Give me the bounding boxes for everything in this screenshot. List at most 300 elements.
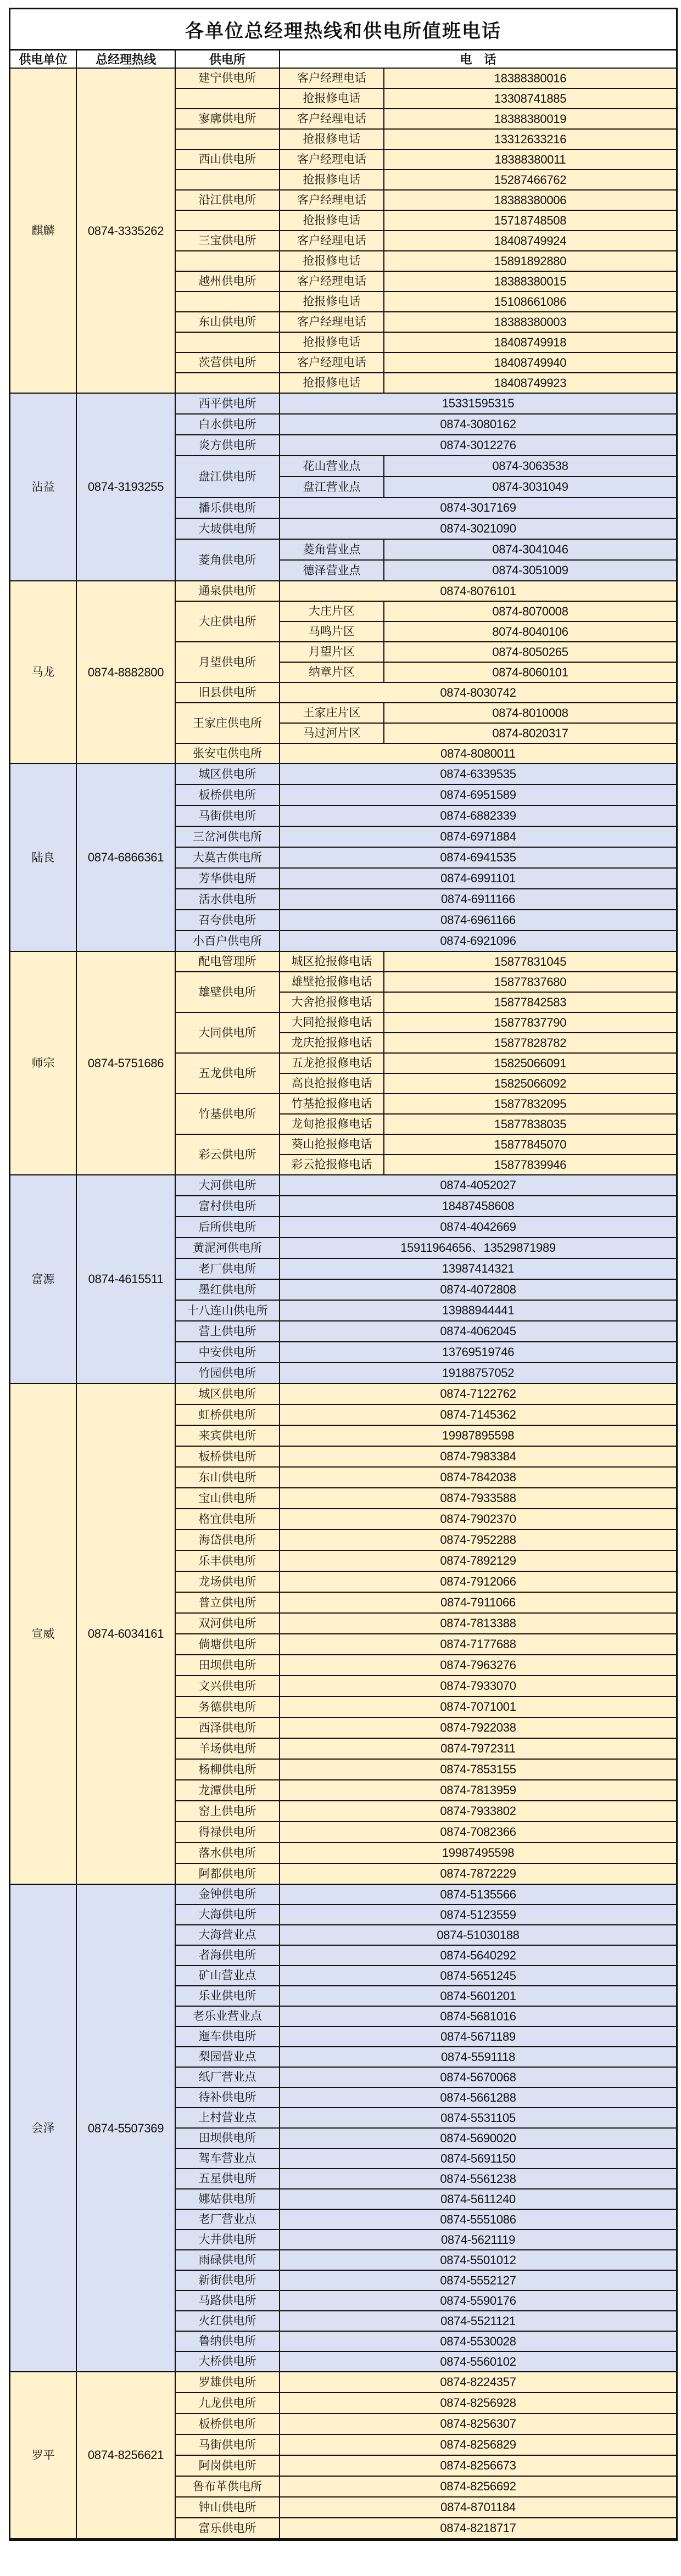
- station-name: 播乐供电所: [175, 497, 280, 518]
- sub-label: 抢报修电话: [280, 88, 384, 109]
- phone-number[interactable]: 0874-8070008: [384, 601, 676, 621]
- station-name: 小百户供电所: [175, 931, 280, 951]
- station-name: 宝山供电所: [175, 1488, 280, 1509]
- phone-number[interactable]: 0874-7813959: [280, 1780, 676, 1801]
- sub-label: 客户经理电话: [280, 109, 384, 129]
- sub-label: 雄壁抢报修电话: [280, 972, 384, 992]
- station-name: 五星供电所: [175, 2169, 280, 2189]
- station-name: 海岱供电所: [175, 1530, 280, 1550]
- phone-number[interactable]: 15825066091: [384, 1053, 676, 1073]
- phone-number[interactable]: 0874-3080162: [280, 414, 676, 435]
- station-name: 东山供电所: [175, 1467, 280, 1488]
- phone-number[interactable]: 15877832095: [384, 1094, 676, 1114]
- phone-number[interactable]: 19987495598: [280, 1843, 676, 1863]
- phone-number[interactable]: 0874-3012276: [280, 435, 676, 456]
- phone-number[interactable]: 0874-6882339: [280, 805, 676, 826]
- sub-label: 菱角营业点: [280, 539, 384, 560]
- phone-number[interactable]: 18408749923: [384, 373, 676, 393]
- sub-label: 客户经理电话: [280, 149, 384, 170]
- phone-number[interactable]: 8074-8040106: [384, 621, 676, 642]
- phone-number[interactable]: 15877845070: [384, 1134, 676, 1155]
- phone-number[interactable]: 0874-7952288: [280, 1530, 676, 1550]
- phone-number[interactable]: 0874-5551086: [280, 2209, 676, 2230]
- station-name: 西平供电所: [175, 393, 280, 414]
- sub-label: 客户经理电话: [280, 190, 384, 210]
- phone-number[interactable]: 0874-5531105: [280, 2108, 676, 2128]
- hotline-number[interactable]: 0874-8256621: [76, 2372, 175, 2539]
- unit-name: 麒麟: [10, 68, 76, 393]
- phone-number[interactable]: 0874-5601201: [280, 1986, 676, 2006]
- phone-number[interactable]: 18408749924: [384, 231, 676, 251]
- phone-number[interactable]: 0874-7872229: [280, 1863, 676, 1884]
- station-name-empty: [175, 170, 280, 190]
- phone-number[interactable]: 0874-6951589: [280, 785, 676, 805]
- phone-number[interactable]: 0874-7972311: [280, 1738, 676, 1759]
- station-name: 马街供电所: [175, 805, 280, 826]
- table-row: [10, 1175, 676, 1196]
- station-name: 阿岗供电所: [175, 2455, 280, 2476]
- station-name: 沿江供电所: [175, 190, 280, 210]
- sub-label: 客户经理电话: [280, 352, 384, 373]
- sub-label: 抢报修电话: [280, 210, 384, 231]
- sub-label: 客户经理电话: [280, 68, 384, 88]
- phone-number[interactable]: 0874-5691150: [280, 2148, 676, 2169]
- phone-number[interactable]: 0874-4062045: [280, 1321, 676, 1342]
- phone-number[interactable]: 0874-8218717: [280, 2518, 676, 2539]
- sub-label: 竹基抢报修电话: [280, 1094, 384, 1114]
- station-name: 炎方供电所: [175, 435, 280, 456]
- station-name: 月望供电所: [175, 642, 280, 682]
- station-name: 大海营业点: [175, 1925, 280, 1945]
- station-name: 富村供电所: [175, 1196, 280, 1217]
- phone-number[interactable]: 0874-8256829: [280, 2434, 676, 2455]
- phone-number[interactable]: 15108661086: [384, 292, 676, 312]
- sub-label: 纳章片区: [280, 662, 384, 682]
- header-unit: 供电单位: [10, 51, 76, 68]
- table-row: [10, 1884, 676, 1905]
- unit-name: 师宗: [10, 951, 76, 1175]
- station-name: 召夸供电所: [175, 910, 280, 931]
- phone-number[interactable]: 0874-8701184: [280, 2497, 676, 2518]
- station-name: 配电管理所: [175, 951, 280, 972]
- sub-label: 葵山抢报修电话: [280, 1134, 384, 1155]
- phone-number[interactable]: 18388380011: [384, 149, 676, 170]
- phone-number[interactable]: 15877831045: [384, 951, 676, 972]
- hotline-number[interactable]: 0874-5751686: [76, 951, 175, 1175]
- sub-label: 城区抢报修电话: [280, 951, 384, 972]
- phone-number[interactable]: 15877828782: [384, 1033, 676, 1053]
- station-name: 雄壁供电所: [175, 972, 280, 1012]
- phone-number[interactable]: 0874-8010008: [384, 703, 676, 723]
- phone-number[interactable]: 0874-3021090: [280, 518, 676, 539]
- station-name: 三岔河供电所: [175, 826, 280, 847]
- phone-number[interactable]: 0874-3051009: [384, 560, 676, 581]
- station-name: 娜姑供电所: [175, 2189, 280, 2209]
- sub-label: 抢报修电话: [280, 373, 384, 393]
- station-name: 竹园供电所: [175, 1363, 280, 1384]
- phone-number[interactable]: 0874-7892129: [280, 1550, 676, 1571]
- station-name: 乐丰供电所: [175, 1550, 280, 1571]
- station-name: 城区供电所: [175, 764, 280, 785]
- station-name-empty: [175, 251, 280, 271]
- phone-number[interactable]: 0874-5590176: [280, 2291, 676, 2311]
- phone-number[interactable]: 0874-6921096: [280, 931, 676, 951]
- phone-number[interactable]: 0874-7933070: [280, 1676, 676, 1696]
- station-name-empty: [175, 129, 280, 149]
- phone-number[interactable]: 0874-5123559: [280, 1905, 676, 1925]
- header-hotline: 总经理热线: [76, 51, 175, 68]
- station-name: 纸厂营业点: [175, 2067, 280, 2087]
- phone-number[interactable]: 13308741885: [384, 88, 676, 109]
- sub-label: 抢报修电话: [280, 129, 384, 149]
- station-name-empty: [175, 292, 280, 312]
- phone-number[interactable]: 0874-5591118: [280, 2047, 676, 2067]
- unit-name: 陆良: [10, 764, 76, 951]
- station-name: 罗雄供电所: [175, 2372, 280, 2393]
- station-name: 营上供电所: [175, 1321, 280, 1342]
- table-row: [10, 581, 676, 601]
- phone-number[interactable]: 15331595315: [280, 393, 676, 414]
- phone-number[interactable]: 0874-4052027: [280, 1175, 676, 1196]
- phone-number[interactable]: 15718748508: [384, 210, 676, 231]
- station-name: 大井供电所: [175, 2230, 280, 2250]
- station-name: 倘塘供电所: [175, 1634, 280, 1655]
- station-name: 十八连山供电所: [175, 1300, 280, 1321]
- station-name: 矿山营业点: [175, 1965, 280, 1986]
- phone-number[interactable]: 0874-5552127: [280, 2270, 676, 2291]
- phone-number[interactable]: 0874-8256307: [280, 2413, 676, 2434]
- sub-label: 客户经理电话: [280, 271, 384, 292]
- station-name: 板桥供电所: [175, 785, 280, 805]
- sub-label: 德泽营业点: [280, 560, 384, 581]
- station-name: 西山供电所: [175, 149, 280, 170]
- header-station: 供电所: [175, 51, 280, 68]
- station-name: 九龙供电所: [175, 2393, 280, 2413]
- station-name: 火红供电所: [175, 2311, 280, 2331]
- sub-label: 大同抢报修电话: [280, 1012, 384, 1033]
- station-name: 大河供电所: [175, 1175, 280, 1196]
- sub-label: 抢报修电话: [280, 170, 384, 190]
- phone-number[interactable]: 0874-8030742: [280, 682, 676, 703]
- station-name: 大同供电所: [175, 1012, 280, 1053]
- station-name: 驾车营业点: [175, 2148, 280, 2169]
- station-name: 钟山供电所: [175, 2497, 280, 2518]
- phone-number[interactable]: 0874-8080011: [280, 743, 676, 764]
- phone-number[interactable]: 15287466762: [384, 170, 676, 190]
- hotline-number[interactable]: 0874-5507369: [76, 1884, 175, 2372]
- station-name: 落水供电所: [175, 1843, 280, 1863]
- station-name: 黄泥河供电所: [175, 1237, 280, 1258]
- header-row: [10, 51, 676, 68]
- station-name: 板桥供电所: [175, 1446, 280, 1467]
- phone-number[interactable]: 19987895598: [280, 1425, 676, 1446]
- table-row: [10, 1384, 676, 1404]
- station-name: 待补供电所: [175, 2087, 280, 2108]
- sub-label: 马鸣片区: [280, 621, 384, 642]
- station-name: 五龙供电所: [175, 1053, 280, 1094]
- phone-number[interactable]: 0874-7813388: [280, 1613, 676, 1634]
- sub-label: 龙庆抢报修电话: [280, 1033, 384, 1053]
- sub-label: 高良抢报修电话: [280, 1073, 384, 1094]
- directory-table: [10, 51, 676, 2539]
- phone-number[interactable]: 0874-5611240: [280, 2189, 676, 2209]
- hotline-number[interactable]: 0874-6034161: [76, 1384, 175, 1884]
- phone-number[interactable]: 18487458608: [280, 1196, 676, 1217]
- hotline-number[interactable]: 0874-6866361: [76, 764, 175, 951]
- phone-number[interactable]: 13988944441: [280, 1300, 676, 1321]
- directory-body: [10, 68, 676, 2539]
- phone-number[interactable]: 15877838035: [384, 1114, 676, 1134]
- station-name: 城区供电所: [175, 1384, 280, 1404]
- station-name: 鲁纳供电所: [175, 2331, 280, 2351]
- station-name: 老厂供电所: [175, 1258, 280, 1279]
- phone-number[interactable]: 0874-51030188: [280, 1925, 676, 1945]
- sub-label: 马过河片区: [280, 723, 384, 743]
- phone-number[interactable]: 18388380006: [384, 190, 676, 210]
- station-name: 茨营供电所: [175, 352, 280, 373]
- unit-name: 富源: [10, 1175, 76, 1384]
- phone-number[interactable]: 15825066092: [384, 1073, 676, 1094]
- phone-number[interactable]: 0874-5681016: [280, 2006, 676, 2026]
- station-name: 老乐业营业点: [175, 2006, 280, 2026]
- unit-name: 会泽: [10, 1884, 76, 2372]
- station-name: 芳华供电所: [175, 868, 280, 889]
- station-name: 雨碌供电所: [175, 2250, 280, 2270]
- phone-number[interactable]: 15877839946: [384, 1155, 676, 1175]
- station-name: 马路供电所: [175, 2291, 280, 2311]
- phone-number[interactable]: 0874-5530028: [280, 2331, 676, 2351]
- station-name: 者海供电所: [175, 1945, 280, 1965]
- station-name: 羊场供电所: [175, 1738, 280, 1759]
- station-name-empty: [175, 210, 280, 231]
- station-name: 大海供电所: [175, 1905, 280, 1925]
- phone-number[interactable]: 0874-7177688: [280, 1634, 676, 1655]
- phone-number[interactable]: 0874-5640292: [280, 1945, 676, 1965]
- phone-number[interactable]: 0874-8256928: [280, 2393, 676, 2413]
- station-name: 寥廓供电所: [175, 109, 280, 129]
- station-name: 新街供电所: [175, 2270, 280, 2291]
- phone-number[interactable]: 0874-5671189: [280, 2026, 676, 2047]
- unit-name: 马龙: [10, 581, 76, 764]
- hotline-number[interactable]: 0874-8882800: [76, 581, 175, 764]
- phone-number[interactable]: 0874-5135566: [280, 1884, 676, 1905]
- station-name-empty: [175, 373, 280, 393]
- sub-label: 客户经理电话: [280, 231, 384, 251]
- phone-number[interactable]: 0874-5501012: [280, 2250, 676, 2270]
- phone-number[interactable]: 13987414321: [280, 1258, 676, 1279]
- phone-number[interactable]: 0874-8060101: [384, 662, 676, 682]
- table-row: [10, 764, 676, 785]
- phone-number[interactable]: 0874-6941535: [280, 847, 676, 868]
- sub-label: 龙甸抢报修电话: [280, 1114, 384, 1134]
- phone-number[interactable]: 0874-5521121: [280, 2311, 676, 2331]
- sub-label: 花山营业点: [280, 456, 384, 477]
- station-name: 中安供电所: [175, 1342, 280, 1363]
- station-name: 大桥供电所: [175, 2351, 280, 2372]
- phone-number[interactable]: 0874-7983384: [280, 1446, 676, 1467]
- phone-number[interactable]: 0874-7071001: [280, 1696, 676, 1717]
- unit-name: 罗平: [10, 2372, 76, 2539]
- phone-number[interactable]: 0874-7933588: [280, 1488, 676, 1509]
- sub-label: 五龙抢报修电话: [280, 1053, 384, 1073]
- station-name: 通泉供电所: [175, 581, 280, 601]
- phone-number[interactable]: 0874-3041046: [384, 539, 676, 560]
- phone-number[interactable]: 13312633216: [384, 129, 676, 149]
- station-name: 普立供电所: [175, 1592, 280, 1613]
- phone-number[interactable]: 0874-8224357: [280, 2372, 676, 2393]
- station-name: 迤车供电所: [175, 2026, 280, 2047]
- sub-label: 大舍抢报修电话: [280, 992, 384, 1012]
- station-name: 阿都供电所: [175, 1863, 280, 1884]
- phone-number[interactable]: 18388380019: [384, 109, 676, 129]
- unit-name: 宣威: [10, 1384, 76, 1884]
- station-name: 大坡供电所: [175, 518, 280, 539]
- station-name: 三宝供电所: [175, 231, 280, 251]
- phone-number[interactable]: 15877837680: [384, 972, 676, 992]
- hotline-number[interactable]: 0874-3335262: [76, 68, 175, 393]
- sub-label: 抢报修电话: [280, 332, 384, 352]
- station-name: 竹基供电所: [175, 1094, 280, 1134]
- phone-number[interactable]: 13769519746: [280, 1342, 676, 1363]
- phone-number[interactable]: 0874-5561238: [280, 2169, 676, 2189]
- station-name: 老厂营业点: [175, 2209, 280, 2230]
- station-name: 盘江供电所: [175, 456, 280, 497]
- station-name: 菱角供电所: [175, 539, 280, 581]
- phone-number[interactable]: 15877837790: [384, 1012, 676, 1033]
- sub-label: 王家庄片区: [280, 703, 384, 723]
- phone-number[interactable]: 0874-4072808: [280, 1279, 676, 1300]
- station-name: 西泽供电所: [175, 1717, 280, 1738]
- station-name: 王家庄供电所: [175, 703, 280, 743]
- phone-number[interactable]: 0874-3063538: [384, 456, 676, 477]
- station-name: 大庄供电所: [175, 601, 280, 642]
- station-name: 田坝供电所: [175, 1655, 280, 1676]
- phone-number[interactable]: 0874-5670068: [280, 2067, 676, 2087]
- phone-number[interactable]: 15877842583: [384, 992, 676, 1012]
- station-name: 大莫古供电所: [175, 847, 280, 868]
- station-name: 后所供电所: [175, 1217, 280, 1237]
- station-name: 田坝供电所: [175, 2128, 280, 2148]
- phone-number[interactable]: 0874-7842038: [280, 1467, 676, 1488]
- station-name: 白水供电所: [175, 414, 280, 435]
- station-name: 马街供电所: [175, 2434, 280, 2455]
- phone-number[interactable]: 0874-7145362: [280, 1404, 676, 1425]
- table-row: [10, 68, 676, 88]
- station-name: 梨园营业点: [175, 2047, 280, 2067]
- station-name: 双河供电所: [175, 1613, 280, 1634]
- hotline-number[interactable]: 0874-3193255: [76, 393, 175, 581]
- station-name: 龙场供电所: [175, 1571, 280, 1592]
- phone-number[interactable]: 0874-6339535: [280, 764, 676, 785]
- station-name: 越州供电所: [175, 271, 280, 292]
- phone-number[interactable]: 0874-5621119: [280, 2230, 676, 2250]
- table-row: [10, 2372, 676, 2393]
- station-name: 活水供电所: [175, 889, 280, 910]
- station-name: 窑上供电所: [175, 1801, 280, 1822]
- station-name: 墨红供电所: [175, 1279, 280, 1300]
- phone-number[interactable]: 0874-8050265: [384, 642, 676, 662]
- station-name-empty: [175, 88, 280, 109]
- phone-number[interactable]: 0874-8076101: [280, 581, 676, 601]
- phone-number[interactable]: 0874-7912066: [280, 1571, 676, 1592]
- phone-number[interactable]: 0874-7911066: [280, 1592, 676, 1613]
- phone-number[interactable]: 0874-6971884: [280, 826, 676, 847]
- sub-label: 客户经理电话: [280, 312, 384, 332]
- station-name: 乐业供电所: [175, 1986, 280, 2006]
- phone-number[interactable]: 0874-8256673: [280, 2455, 676, 2476]
- phone-directory-sheet: [9, 8, 678, 2541]
- station-name: 文兴供电所: [175, 1676, 280, 1696]
- phone-number[interactable]: 0874-3017169: [280, 497, 676, 518]
- sub-label: 月望片区: [280, 642, 384, 662]
- phone-number[interactable]: 15911964656、13529871989: [280, 1237, 676, 1258]
- station-name-empty: [175, 332, 280, 352]
- phone-number[interactable]: 0874-7963276: [280, 1655, 676, 1676]
- station-name: 龙潭供电所: [175, 1780, 280, 1801]
- phone-number[interactable]: 15891892880: [384, 251, 676, 271]
- station-name: 建宁供电所: [175, 68, 280, 88]
- phone-number[interactable]: 0874-7933802: [280, 1801, 676, 1822]
- table-row: [10, 393, 676, 414]
- sub-label: 抢报修电话: [280, 251, 384, 271]
- phone-number[interactable]: 0874-8020317: [384, 723, 676, 743]
- phone-number[interactable]: 0874-6911166: [280, 889, 676, 910]
- phone-number[interactable]: 0874-7122762: [280, 1384, 676, 1404]
- sub-label: 抢报修电话: [280, 292, 384, 312]
- phone-number[interactable]: 0874-6961166: [280, 910, 676, 931]
- unit-name: 沾益: [10, 393, 76, 581]
- phone-number[interactable]: 0874-7922038: [280, 1717, 676, 1738]
- phone-number[interactable]: 0874-5690020: [280, 2128, 676, 2148]
- sub-label: 彩云抢报修电话: [280, 1155, 384, 1175]
- header-phone: 电 话: [280, 51, 676, 68]
- phone-number[interactable]: 0874-7082366: [280, 1822, 676, 1843]
- phone-number[interactable]: 18408749918: [384, 332, 676, 352]
- station-name: 富乐供电所: [175, 2518, 280, 2539]
- phone-number[interactable]: 0874-7902370: [280, 1509, 676, 1530]
- phone-number[interactable]: 0874-3031049: [384, 477, 676, 497]
- station-name: 上村营业点: [175, 2108, 280, 2128]
- phone-number[interactable]: 0874-6991101: [280, 868, 676, 889]
- phone-number[interactable]: 18388380015: [384, 271, 676, 292]
- station-name: 务德供电所: [175, 1696, 280, 1717]
- page-title: 各单位总经理热线和供电所值班电话: [10, 9, 676, 51]
- phone-number[interactable]: 18388380016: [384, 68, 676, 88]
- station-name: 得禄供电所: [175, 1822, 280, 1843]
- phone-number[interactable]: 0874-5560102: [280, 2351, 676, 2372]
- phone-number[interactable]: 0874-5661288: [280, 2087, 676, 2108]
- phone-number[interactable]: 18408749940: [384, 352, 676, 373]
- station-name: 东山供电所: [175, 312, 280, 332]
- station-name: 格宜供电所: [175, 1509, 280, 1530]
- station-name: 张安屯供电所: [175, 743, 280, 764]
- phone-number[interactable]: 0874-4042669: [280, 1217, 676, 1237]
- hotline-number[interactable]: 0874-4615511: [76, 1175, 175, 1384]
- station-name: 彩云供电所: [175, 1134, 280, 1175]
- station-name: 杨柳供电所: [175, 1759, 280, 1780]
- station-name: 金钟供电所: [175, 1884, 280, 1905]
- phone-number[interactable]: 19188757052: [280, 1363, 676, 1384]
- table-row: [10, 951, 676, 972]
- phone-number[interactable]: 0874-5651245: [280, 1965, 676, 1986]
- phone-number[interactable]: 0874-7853155: [280, 1759, 676, 1780]
- phone-number[interactable]: 18388380003: [384, 312, 676, 332]
- sub-label: 盘江营业点: [280, 477, 384, 497]
- station-name: 虹桥供电所: [175, 1404, 280, 1425]
- phone-number[interactable]: 0874-8256692: [280, 2476, 676, 2497]
- sub-label: 大庄片区: [280, 601, 384, 621]
- station-name: 来宾供电所: [175, 1425, 280, 1446]
